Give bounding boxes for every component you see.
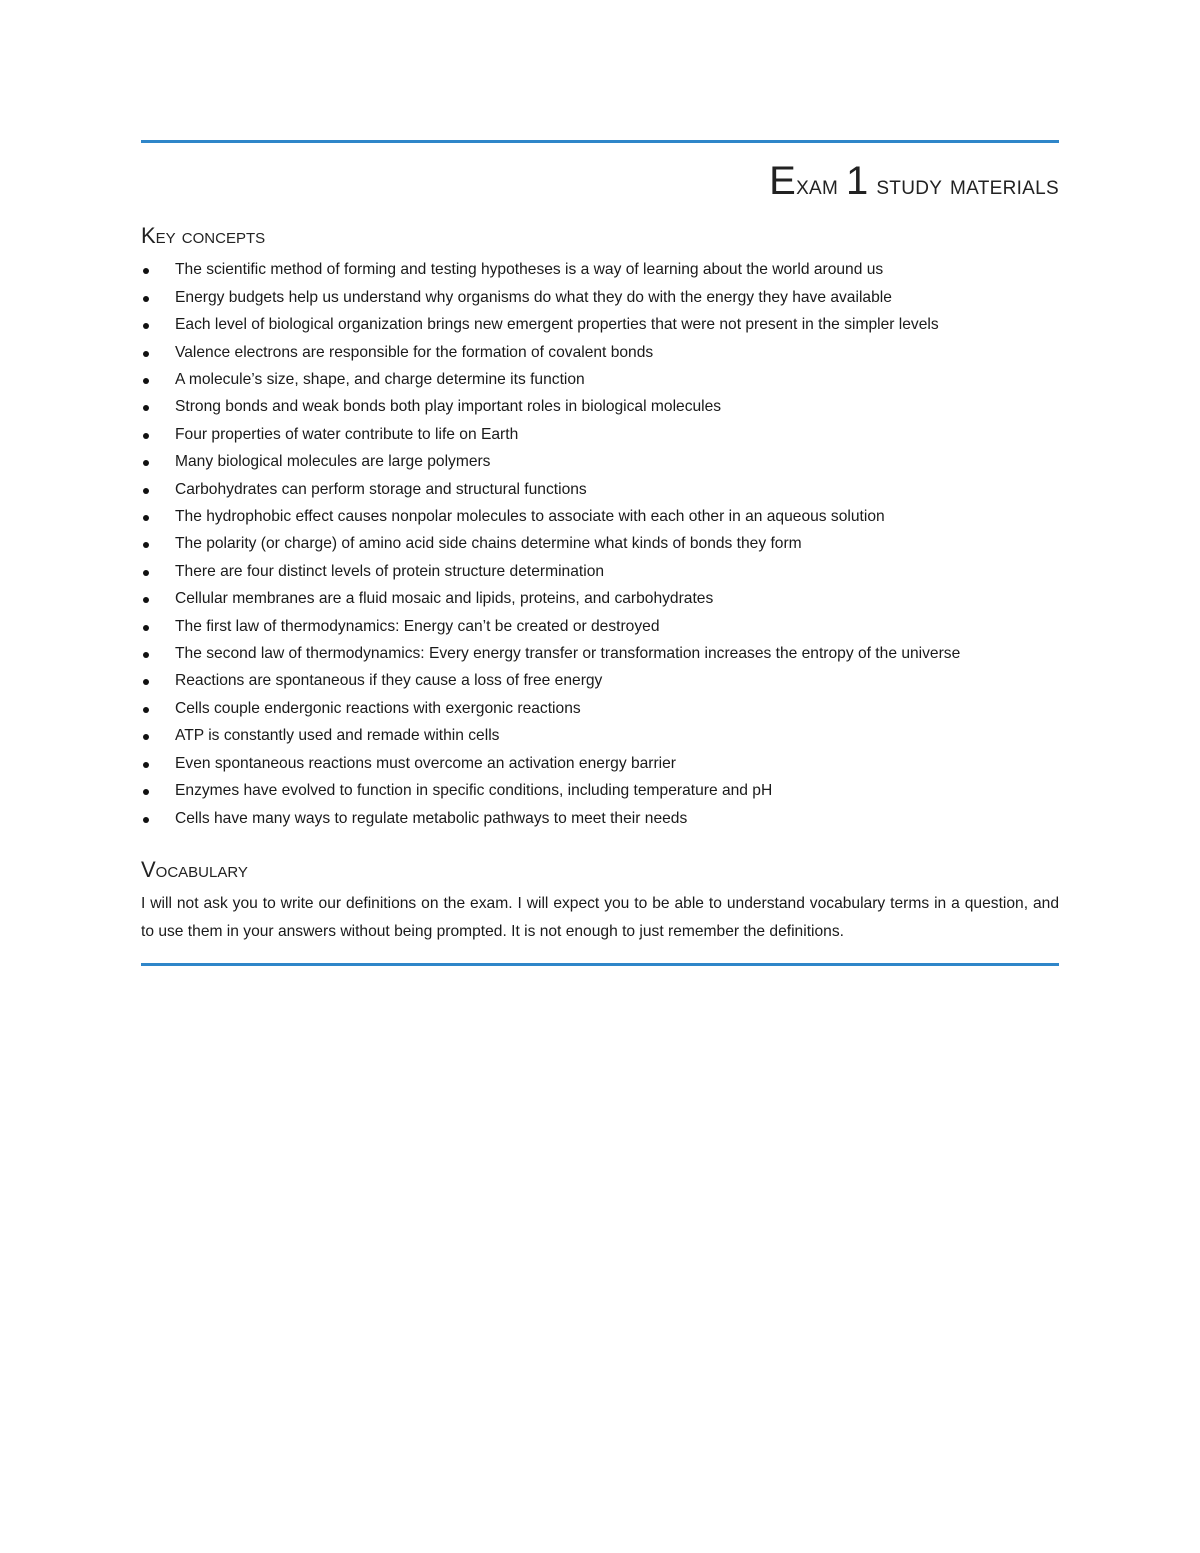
list-item (141, 805, 1059, 832)
title-first-letter: E (769, 159, 797, 203)
list-item-text: ATP is constantly used and remade within cells (175, 727, 500, 745)
list-item-text: Energy budgets help us understand why organisms do what they do with the energy they have available (175, 288, 892, 306)
list-item (141, 448, 1059, 475)
bullet-icon (143, 570, 149, 576)
list-item (141, 777, 1059, 804)
bullet-icon (143, 625, 149, 631)
bullet-icon (143, 679, 149, 685)
list-item-text: Valence electrons are responsible for the formation of covalent bonds (175, 343, 654, 361)
list-item-text: A molecule’s size, shape, and charge determine its function (175, 371, 585, 389)
list-item-text: Many biological molecules are large polymers (175, 453, 491, 471)
list-item (141, 256, 1059, 283)
bullet-icon (143, 542, 149, 548)
list-item (141, 393, 1059, 420)
list-item-text: The polarity (or charge) of amino acid side chains determine what kinds of bonds they form (175, 535, 802, 553)
bottom-rule (141, 963, 1059, 966)
list-item (141, 695, 1059, 722)
bullet-icon (143, 296, 149, 302)
list-item-text: The second law of thermodynamics: Every energy transfer or transformation increases the entropy of the universe (175, 645, 961, 663)
list-item (141, 421, 1059, 448)
list-item-text: Even spontaneous reactions must overcome an activation energy barrier (175, 754, 677, 772)
bullet-icon (143, 405, 149, 411)
document-page (141, 140, 1059, 966)
list-item (141, 366, 1059, 393)
vocabulary-heading: Vocabulary (141, 856, 248, 882)
list-item (141, 339, 1059, 366)
bullet-icon (143, 789, 149, 795)
list-item-text: Cellular membranes are a fluid mosaic and lipids, proteins, and carbohydrates (175, 590, 714, 608)
title-remainder: study materials (876, 170, 1059, 200)
bullet-icon (143, 378, 149, 384)
bullet-icon (143, 268, 149, 274)
bullet-icon (143, 734, 149, 740)
bullet-icon (143, 351, 149, 357)
list-item (141, 311, 1059, 338)
list-item-text: The hydrophobic effect causes nonpolar molecules to associate with each other in an aqueous solution (175, 508, 885, 526)
title-word-rest: xam (796, 170, 839, 200)
bullet-icon (143, 488, 149, 494)
list-item-text: Carbohydrates can perform storage and structural functions (175, 480, 587, 498)
bullet-icon (143, 817, 149, 823)
list-item-text: Each level of biological organization brings new emergent properties that were not present in the simpler levels (175, 316, 939, 334)
list-item-text: The scientific method of forming and testing hypotheses is a way of learning about the world around us (175, 261, 884, 279)
list-item (141, 613, 1059, 640)
list-item (141, 640, 1059, 667)
bullet-icon (143, 707, 149, 713)
list-item-text: Reactions are spontaneous if they cause a loss of free energy (175, 672, 603, 690)
list-item-text: Four properties of water contribute to life on Earth (175, 425, 519, 443)
bullet-icon (143, 597, 149, 603)
list-item-text: Enzymes have evolved to function in specific conditions, including temperature and pH (175, 782, 773, 800)
bullet-icon (143, 433, 149, 439)
list-item (141, 503, 1059, 530)
list-item (141, 750, 1059, 777)
list-item-text: Cells have many ways to regulate metabolic pathways to meet their needs (175, 809, 688, 827)
list-item-text: The first law of thermodynamics: Energy can’t be created or destroyed (175, 617, 660, 635)
list-item-text: There are four distinct levels of protein structure determination (175, 562, 605, 580)
bullet-icon (143, 515, 149, 521)
bullet-icon (143, 652, 149, 658)
top-rule (141, 140, 1059, 143)
bullet-icon (143, 323, 149, 329)
list-item-text: Cells couple endergonic reactions with exergonic reactions (175, 699, 581, 717)
vocabulary-paragraph: I will not ask you to write our definitions on the exam. I will expect you to be able to understand vocabulary terms in a question, and to use them in your answers without being prompted. It is not enough to just remember the definitions. (141, 895, 1059, 940)
list-item (141, 476, 1059, 503)
list-item (141, 585, 1059, 612)
bullet-icon (143, 460, 149, 466)
key-concepts-heading: Key concepts (141, 223, 266, 248)
list-item (141, 667, 1059, 694)
key-concepts-list (141, 256, 1059, 832)
bullet-icon (143, 762, 149, 768)
list-item (141, 284, 1059, 311)
list-item (141, 558, 1059, 585)
list-item-text: Strong bonds and weak bonds both play important roles in biological molecules (175, 398, 722, 416)
list-item (141, 530, 1059, 557)
list-item (141, 722, 1059, 749)
title-number: 1 (845, 159, 869, 203)
page-title (141, 157, 1059, 203)
